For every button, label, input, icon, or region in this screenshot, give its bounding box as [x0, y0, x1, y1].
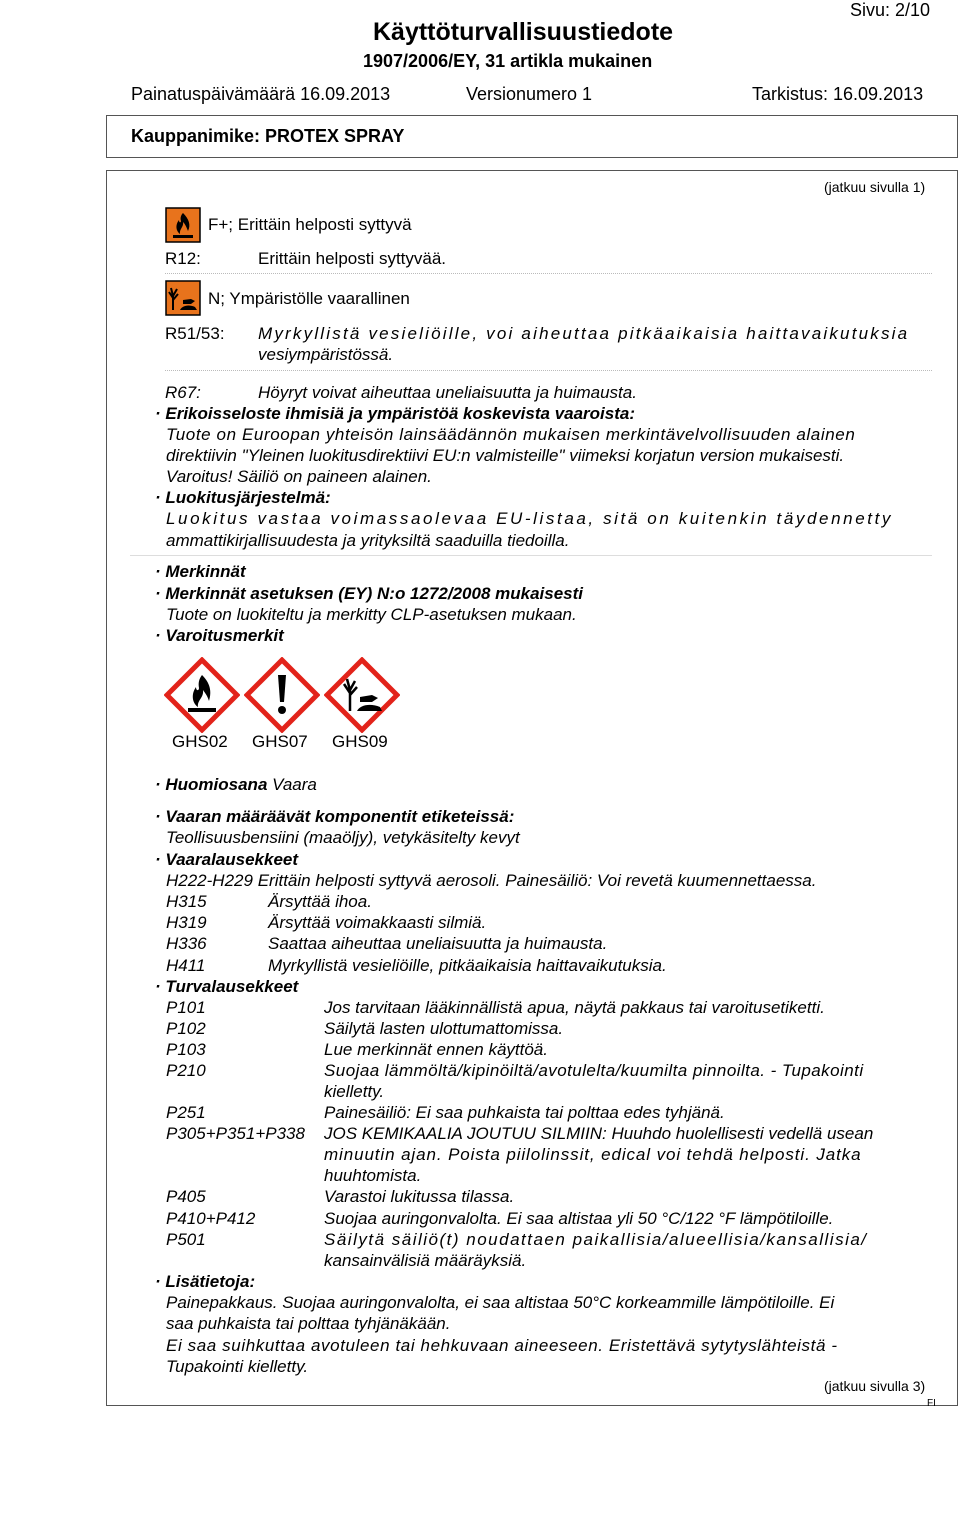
document-subtitle: 1907/2006/EY, 31 artikla mukainen	[363, 51, 653, 71]
ghs02-label: GHS02	[172, 732, 228, 751]
precaution-text: Jos tarvitaan lääkinnällistä apua, näytä pakkaus tai varoitusetiketti.	[324, 998, 825, 1017]
signal-word-line	[155, 775, 317, 795]
ghs09-label: GHS09	[332, 732, 388, 751]
precaution-statement	[166, 1040, 548, 1060]
divider	[165, 370, 932, 371]
special-hazards-line2: direktiivin "Yleinen luokitusdirektiivi EU:n valmisteille" viimeksi korjatun version mukaisesti.	[166, 446, 845, 465]
hazard-statements-heading: · Vaaralausekkeet	[155, 850, 299, 869]
precaution-code: P102	[166, 1019, 206, 1038]
precaution-text-continuation: huuhtomista.	[324, 1166, 422, 1185]
hazard-code: H336	[166, 934, 207, 953]
hazard-text: Ärsyttää voimakkaasti silmiä.	[268, 913, 487, 932]
additional-info-line1: Painepakkaus. Suojaa auringonvalolta, ei saa altistaa 50°C korkeammille lämpötiloille. Ei	[166, 1293, 835, 1312]
print-date: Painatuspäivämäärä 16.09.2013	[131, 84, 391, 104]
additional-info-line2: saa puhkaista tai polttaa tyhjänäkään.	[166, 1314, 451, 1333]
dsd-f-label: F+; Erittäin helposti syttyvä	[208, 215, 412, 234]
flame-orange-icon	[165, 207, 201, 248]
language-code: FI	[927, 1398, 936, 1409]
precaution-code: P501	[166, 1230, 206, 1249]
precaution-text: Suojaa auringonvalolta. Ei saa altistaa yli 50 °C/122 °F lämpötiloille.	[324, 1209, 834, 1228]
precaution-statement	[166, 1103, 725, 1123]
ghs02-flame-icon	[164, 657, 240, 738]
r67-text: Höyryt voivat aiheuttaa uneliaisuutta ja huimausta.	[258, 383, 637, 402]
precaution-code: P410+P412	[166, 1209, 256, 1228]
precaution-text: Lue merkinnät ennen käyttöä.	[324, 1040, 548, 1059]
precaution-code: P251	[166, 1103, 206, 1122]
hazard-code: H315	[166, 892, 207, 911]
precautionary-statements-heading: · Turvalausekkeet	[155, 977, 299, 996]
clp-text: Tuote on luokiteltu ja merkitty CLP-asetuksen mukaan.	[166, 605, 577, 624]
additional-info-line4: Tupakointi kielletty.	[166, 1357, 309, 1376]
precaution-code: P305+P351+P338	[166, 1124, 305, 1143]
precaution-text: Varastoi lukitussa tilassa.	[324, 1187, 515, 1206]
signal-word-label: · Huomiosana	[155, 775, 268, 794]
ghs07-label: GHS07	[252, 732, 308, 751]
hazard-statement	[166, 892, 372, 912]
precaution-statement	[166, 1019, 563, 1039]
precaution-statement	[166, 998, 825, 1018]
hazard-statement	[166, 956, 667, 976]
continued-on: (jatkuu sivulla 3)	[824, 1378, 926, 1394]
page-number: Sivu: 2/10	[850, 0, 931, 20]
precaution-statement	[166, 1187, 514, 1207]
additional-info-heading: · Lisätietoja:	[155, 1272, 256, 1291]
hazard-code: H222-H229	[166, 871, 253, 890]
r5153-text: Myrkyllistä vesieliöille, voi aiheuttaa pitkäaikaisia haittavaikutuksia	[258, 324, 910, 343]
precaution-code: P103	[166, 1040, 206, 1059]
components-heading: · Vaaran määräävät komponentit etiketeissä:	[155, 807, 515, 826]
version-number: Versionumero 1	[466, 84, 593, 104]
hazard-text: Saattaa aiheuttaa uneliaisuutta ja huimausta.	[268, 934, 608, 953]
trade-name: Kauppanimike: PROTEX SPRAY	[131, 126, 405, 146]
precaution-code: P405	[166, 1187, 206, 1206]
document-title: Käyttöturvallisuustiedote	[373, 18, 674, 46]
hazard-text: Myrkyllistä vesieliöille, pitkäaikaisia haittavaikutuksia.	[268, 956, 667, 975]
precaution-text-continuation: kielletty.	[324, 1082, 385, 1101]
divider	[130, 555, 932, 556]
hazard-statement	[166, 934, 607, 954]
labelling-heading: · Merkinnät	[155, 562, 246, 581]
signal-word: Vaara	[272, 775, 317, 794]
hazard-statement	[166, 913, 486, 933]
ghs09-environment-icon	[324, 657, 400, 738]
r5153-text-line2: vesiympäristössä.	[258, 345, 394, 364]
classification-line2: ammattikirjallisuudesta ja yrityksiltä saaduilla tiedoilla.	[166, 531, 570, 550]
precaution-code: P101	[166, 998, 206, 1017]
classification-heading: · Luokitusjärjestelmä:	[155, 488, 331, 507]
environment-orange-icon	[165, 280, 201, 321]
hazard-text: Erittäin helposti syttyvä aerosoli. Painesäiliö: Voi revetä kuumennettaessa.	[257, 871, 817, 890]
special-hazards-heading: · Erikoisseloste ihmisiä ja ympäristöä koskevista vaaroista:	[155, 404, 636, 423]
precaution-text: Painesäiliö: Ei saa puhkaista tai polttaa edes tyhjänä.	[324, 1103, 725, 1122]
divider	[165, 273, 932, 274]
components-text: Teollisuusbensiini (maaöljy), vetykäsitelty kevyt	[166, 828, 520, 847]
revision-date: Tarkistus: 16.09.2013	[752, 84, 924, 104]
classification-line1: Luokitus vastaa voimassaolevaa EU-listaa, sitä on kuitenkin täydennetty	[166, 509, 894, 528]
special-hazards-line3: Varoitus! Säiliö on paineen alainen.	[166, 467, 432, 486]
hazard-statement	[166, 871, 816, 891]
r12-code: R12:	[165, 249, 201, 268]
precaution-statement	[166, 1061, 864, 1081]
precaution-text: JOS KEMIKAALIA JOUTUU SILMIIN: Huuhdo huolellisesti vedellä usean	[324, 1124, 874, 1143]
precaution-statement	[166, 1230, 868, 1250]
additional-info-line3: Ei saa suihkuttaa avotuleen tai hehkuvaan aineeseen. Eristettävä sytytyslähteistä -	[166, 1336, 838, 1355]
precaution-text: Säilytä säiliö(t) noudattaen paikallisia/alueellisia/kansallisia/	[324, 1230, 868, 1249]
hazard-code: H411	[166, 956, 206, 975]
hazard-text: Ärsyttää ihoa.	[268, 892, 372, 911]
precaution-statement	[166, 1124, 873, 1144]
precaution-code: P210	[166, 1061, 206, 1080]
clp-heading: · Merkinnät asetuksen (EY) N:o 1272/2008 mukaisesti	[155, 584, 584, 603]
dsd-n-label: N; Ympäristölle vaarallinen	[208, 289, 410, 308]
pictograms-heading: · Varoitusmerkit	[155, 626, 284, 645]
r5153-code: R51/53:	[165, 324, 225, 343]
hazard-code: H319	[166, 913, 207, 932]
precaution-statement	[166, 1209, 833, 1229]
continued-from: (jatkuu sivulla 1)	[824, 179, 926, 195]
precaution-text: Suojaa lämmöltä/kipinöiltä/avotulelta/kuumilta pinnoilta. - Tupakointi	[324, 1061, 864, 1080]
precaution-text-continuation: minuutin ajan. Poista piilolinssit, edical voi tehdä helposti. Jatka	[324, 1145, 862, 1164]
r67-code: R67:	[165, 383, 201, 402]
precaution-text-continuation: kansainvälisiä määräyksiä.	[324, 1251, 527, 1270]
ghs07-exclamation-icon	[244, 657, 320, 738]
r12-text: Erittäin helposti syttyvää.	[258, 249, 447, 268]
special-hazards-line1: Tuote on Euroopan yhteisön lainsäädännön mukaisen merkintävelvollisuuden alainen	[166, 425, 856, 444]
precaution-text: Säilytä lasten ulottumattomissa.	[324, 1019, 564, 1038]
